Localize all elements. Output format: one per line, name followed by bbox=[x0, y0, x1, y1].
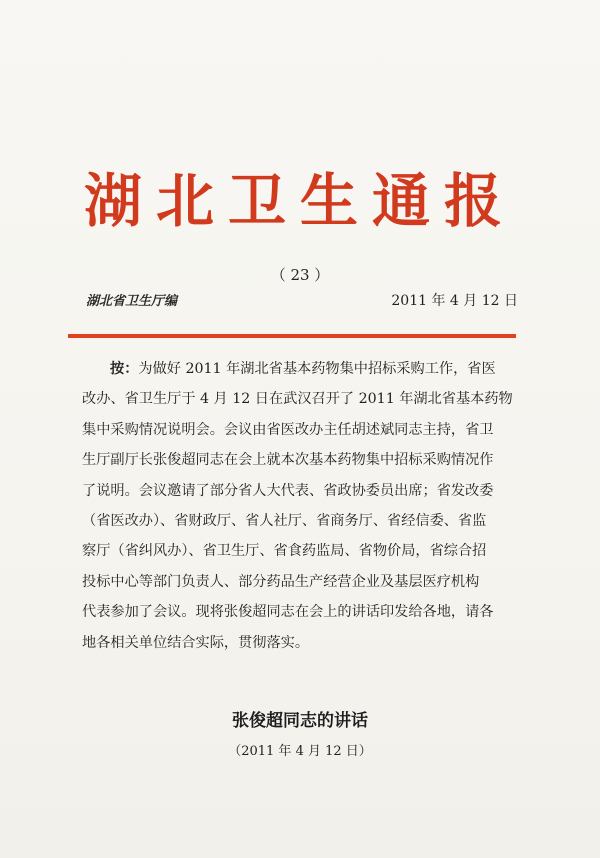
speech-date: （2011 年 4 月 12 日） bbox=[228, 744, 372, 759]
masthead-title: 湖北卫生通报 bbox=[83, 167, 516, 235]
publish-date: 2011 年 4 月 12 日 bbox=[391, 293, 518, 309]
red-divider bbox=[68, 334, 516, 338]
issue-number: （ 23 ） bbox=[270, 266, 330, 284]
editor-line: 湖北省卫生厅编 bbox=[86, 294, 178, 309]
body-line: 地各相关单位结合实际，贯彻落实。 bbox=[82, 634, 310, 651]
body-lead: 按： bbox=[110, 361, 139, 377]
body-line: 察厅（省纠风办）、省卫生厅、省食药监局、省物价局，省综合招 bbox=[82, 543, 487, 560]
body-line: 了说明。会议邀请了部分省人大代表、省政协委员出席；省发改委 bbox=[82, 482, 494, 499]
body-line: 改办、省卫生厅于 4 月 12 日在武汉召开了 2011 年湖北省基本药物 bbox=[82, 391, 513, 408]
body-line-text: 为做好 2011 年湖北省基本药物集中招标采购工作，省医 bbox=[138, 361, 496, 377]
body-line: 生厅副厅长张俊超同志在会上就本次基本药物集中招标采购情况作 bbox=[82, 452, 494, 469]
body-line: （省医改办）、省财政厅、省人社厅、省商务厅、省经信委、省监 bbox=[82, 513, 487, 530]
body-line: 代表参加了会议。现将张俊超同志在会上的讲话印发给各地，请各 bbox=[82, 604, 494, 621]
notice-body bbox=[82, 354, 513, 658]
body-line: 集中采购情况说明会。会议由省医改办主任胡述斌同志主持，省卫 bbox=[82, 421, 494, 438]
body-line: 投标中心等部门负责人、部分药品生产经营企业及基层医疗机构 bbox=[82, 573, 480, 590]
body-line bbox=[82, 354, 502, 384]
speech-title: 张俊超同志的讲话 bbox=[232, 711, 368, 731]
